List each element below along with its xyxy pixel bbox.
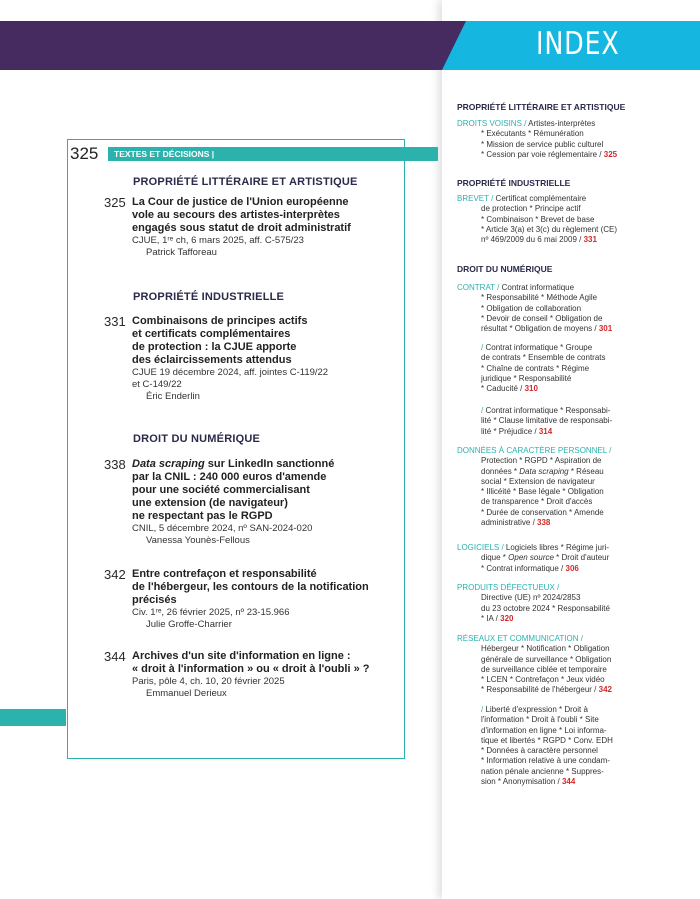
entry-number: 331 xyxy=(104,314,126,329)
index-section-pi: PROPRIÉTÉ INDUSTRIELLE xyxy=(457,178,571,188)
entry-title: La Cour de justice de l'Union européenne vole au secours des artistes-interprètes engagés sous statut de droit administratif xyxy=(132,196,351,234)
entry-reference: CJUE 19 décembre 2024, aff. jointes C-119/22 xyxy=(132,367,329,378)
index-entry-produits: PRODUITS DÉFECTUEUX / Directive (UE) nº 2024/2853 du 23 octobre 2024 * Responsabilité * IA / 320 xyxy=(457,583,610,623)
index-title: INDEX xyxy=(536,26,620,62)
section-heading-pla: PROPRIÉTÉ LITTÉRAIRE ET ARTISTIQUE xyxy=(133,176,358,188)
entry-title: Archives d'un site d'information en ligne : « droit à l'information » ou « droit à l'oubli » ? xyxy=(132,650,370,675)
page-link-338[interactable]: 338 xyxy=(534,518,551,528)
entry-reference: CJUE, 1ʳᵉ ch, 6 mars 2025, aff. C-575/23 xyxy=(132,235,304,246)
entry-title: Combinaisons de principes actifs et certificats complémentaires de protection : la CJUE apporte des éclaircissements attendus xyxy=(132,315,308,366)
index-entry-brevet: BREVET / Certificat complémentaire de protection * Principe actif * Combinaison * Brevet de base * Article 3(a) et 3(c) du règlement (CE) nº 469/2009 du 6 mai 2009 / 331 xyxy=(457,194,618,245)
page-link-301[interactable]: 301 xyxy=(596,324,613,334)
entry-number: 325 xyxy=(104,195,126,210)
entry-reference: Paris, pôle 4, ch. 10, 20 février 2025 xyxy=(132,676,285,687)
entry-reference: Civ. 1ʳᵉ, 26 février 2025, nº 23-15.966 xyxy=(132,607,290,618)
entry-title: Data scraping sur LinkedIn sanctionné par la CNIL : 240 000 euros d'amende pour une société commercialisant une extension (de navigateur) ne respectant pas le RGPD xyxy=(132,458,335,522)
section-heading-pi: PROPRIÉTÉ INDUSTRIELLE xyxy=(133,291,285,303)
page-link-310[interactable]: 310 xyxy=(522,384,538,394)
index-entry-logiciels: LOGICIELS / Logiciels libres * Régime juri- dique * Open source * Droit d'auteur * Contrat informatique / 306 xyxy=(457,543,610,573)
index-entry-donnees: DONNÉES À CARACTÈRE PERSONNEL / Protection * RGPD * Aspiration de données * Data scraping * Réseau social * Extension de navigateur * Illicéité * Base légale * Obligation de transparence * Droit d'accès * Durée de conservation * Amende administrative / 338 xyxy=(457,446,612,528)
page-link-325[interactable]: 325 xyxy=(601,149,618,159)
page-link-320[interactable]: 320 xyxy=(497,613,514,623)
entry-number: 344 xyxy=(104,649,126,664)
entry-author: Patrick Tafforeau xyxy=(146,247,217,258)
page-link-344[interactable]: 344 xyxy=(559,777,576,787)
entry-reference-cont: et C-149/22 xyxy=(132,379,182,390)
entry-author: Emmanuel Derieux xyxy=(146,688,227,699)
index-entry-reseaux: RÉSEAUX ET COMMUNICATION / Hébergeur * Notification * Obligation générale de surveillance * Obligation de surveillance ciblée et temporaire * LCEN * Contrefaçon * Jeux vidéo * Responsabilité de l'hébergeur / 342 xyxy=(457,634,612,695)
contents-header xyxy=(70,144,438,164)
entry-author: Julie Groffe-Charrier xyxy=(146,619,232,630)
entry-author: Éric Enderlin xyxy=(146,391,200,402)
entry-author: Vanessa Younès-Fellous xyxy=(146,535,250,546)
section-heading-dn: DROIT DU NUMÉRIQUE xyxy=(133,433,261,445)
page-link-306[interactable]: 306 xyxy=(563,563,579,573)
side-tab-marker xyxy=(0,709,66,726)
entry-reference: CNIL, 5 décembre 2024, nº SAN-2024-020 xyxy=(132,523,313,534)
entry-title: Entre contrefaçon et responsabilité de l'hébergeur, les contours de la notification précisés xyxy=(132,568,369,606)
entry-number: 338 xyxy=(104,457,126,472)
index-entry-contrat: CONTRAT / Contrat informatique * Responsabilité * Méthode Agile * Obligation de collaboration * Devoir de conseil * Obligation de résultat * Obligation de moyens / 301 xyxy=(457,283,613,334)
index-entry-contrat-2: / Contrat informatique * Groupe de contrats * Ensemble de contrats * Chaîne de contrats * Régime juridique * Responsabilité * Caducité / 310 xyxy=(481,343,606,394)
contents-page-number: 325 xyxy=(70,144,99,163)
index-entry-droits-voisins: DROITS VOISINS / Artistes-interprètes * Exécutants * Rémunération * Mission de service public culturel * Cession par voie réglementaire / 325 xyxy=(457,119,618,159)
page-link-342[interactable]: 342 xyxy=(596,685,612,695)
header-band xyxy=(0,21,470,70)
index-section-pla: PROPRIÉTÉ LITTÉRAIRE ET ARTISTIQUE xyxy=(457,102,626,112)
page-link-314[interactable]: 314 xyxy=(536,426,553,436)
index-entry-reseaux-2: / Liberté d'expression * Droit à l'information * Droit à l'oubli * Site d'information en ligne * Loi informa- tique et libertés * RGPD * Conv. EDH * Données à caractère personnel * Information relative à une condam- nation pénale ancienne * Suppres- sion * Anonymisation / 344 xyxy=(481,705,613,787)
index-section-dn: DROIT DU NUMÉRIQUE xyxy=(457,264,553,274)
entry-number: 342 xyxy=(104,567,126,582)
page-link-331[interactable]: 331 xyxy=(581,235,597,245)
contents-bar-label: TEXTES ET DÉCISIONS | xyxy=(108,147,438,161)
index-entry-contrat-3: / Contrat informatique * Responsabi- lité * Clause limitative de responsabi- lité * Préjudice / 314 xyxy=(481,406,613,436)
